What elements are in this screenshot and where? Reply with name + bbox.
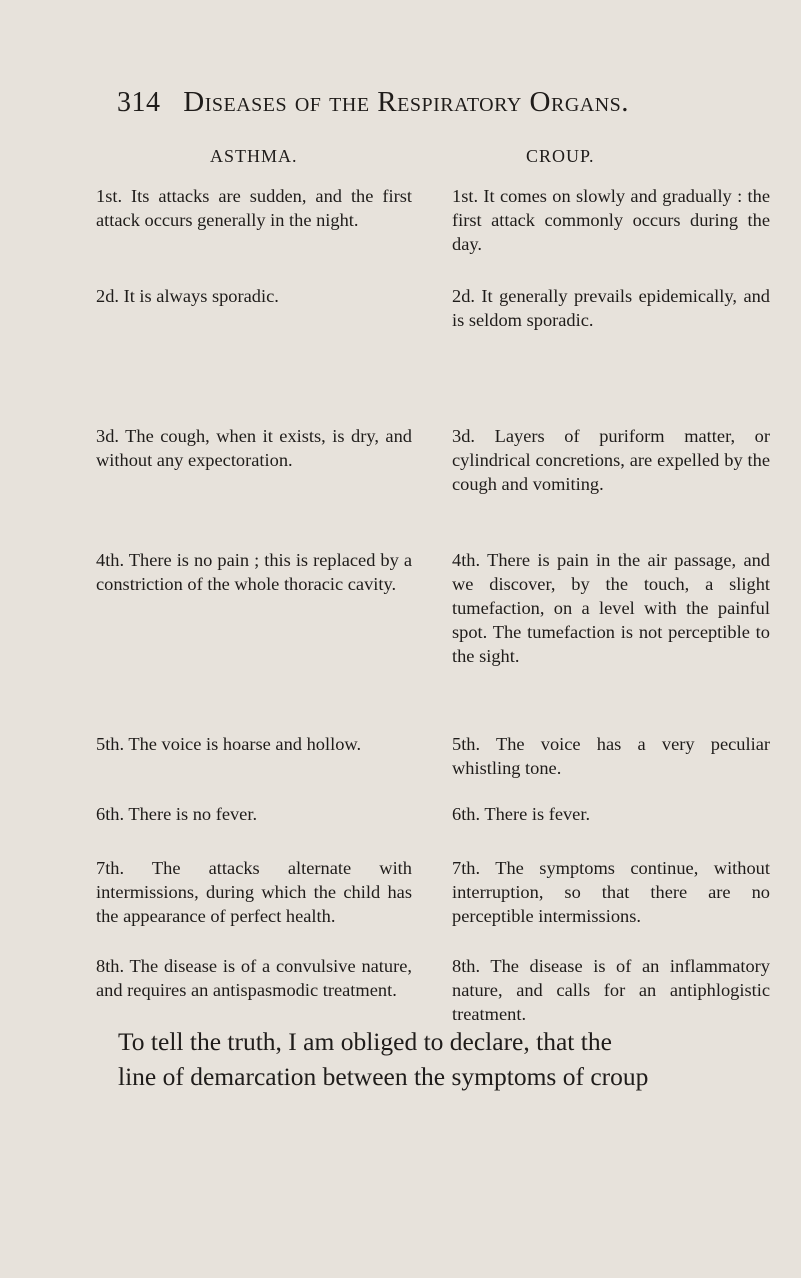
asthma-column-heading: ASTHMA.: [210, 146, 298, 166]
asthma-item-1: 1st. Its attacks are sudden, and the first attack occurs generally in the night.: [96, 186, 412, 230]
croup-item-3: 3d. Layers of puriform matter, or cylindrical concretions, are expelled by the cough and vomiting.: [452, 426, 770, 494]
asthma-item-6: 6th. There is no fever.: [96, 804, 258, 824]
croup-item-7: 7th. The symptoms continue, without interruption, so that there are no perceptible intermissions.: [452, 858, 770, 926]
body-paragraph: [118, 1024, 778, 1094]
asthma-item-4: 4th. There is no pain ; this is replaced by a constriction of the whole thoracic cavity.: [96, 550, 412, 594]
running-header: [117, 86, 757, 119]
asthma-item-2: 2d. It is always sporadic.: [96, 286, 279, 306]
asthma-item-5: 5th. The voice is hoarse and hollow.: [96, 734, 362, 754]
croup-column-heading: CROUP.: [526, 146, 595, 166]
croup-item-5: 5th. The voice has a very peculiar whistling tone.: [452, 734, 770, 778]
croup-item-8: 8th. The disease is of an inflammatory nature, and calls for an antiphlogistic treatment.: [452, 956, 770, 1024]
croup-item-1: 1st. It comes on slowly and gradually : the first attack commonly occurs during the day.: [452, 186, 770, 254]
asthma-item-7: 7th. The attacks alternate with intermissions, during which the child has the appearance of perfect health.: [96, 858, 412, 926]
page-number: 314: [117, 87, 161, 118]
paragraph-line-2: line of demarcation between the symptoms of croup: [118, 1062, 649, 1091]
paragraph-line-1: To tell the truth, I am obliged to declare, that the: [118, 1027, 612, 1056]
croup-item-2: 2d. It generally prevails epidemically, and is seldom sporadic.: [452, 286, 770, 330]
page-title: Diseases of the Respiratory Organs.: [183, 86, 630, 118]
asthma-item-3: 3d. The cough, when it exists, is dry, and without any expectoration.: [96, 426, 412, 470]
croup-item-6: 6th. There is fever.: [452, 804, 591, 824]
croup-item-4: 4th. There is pain in the air passage, and we discover, by the touch, a slight tumefaction, on a level with the painful spot. The tumefaction is not perceptible to the sight.: [452, 550, 770, 666]
asthma-item-8: 8th. The disease is of a convulsive nature, and requires an antispasmodic treatment.: [96, 956, 412, 1000]
